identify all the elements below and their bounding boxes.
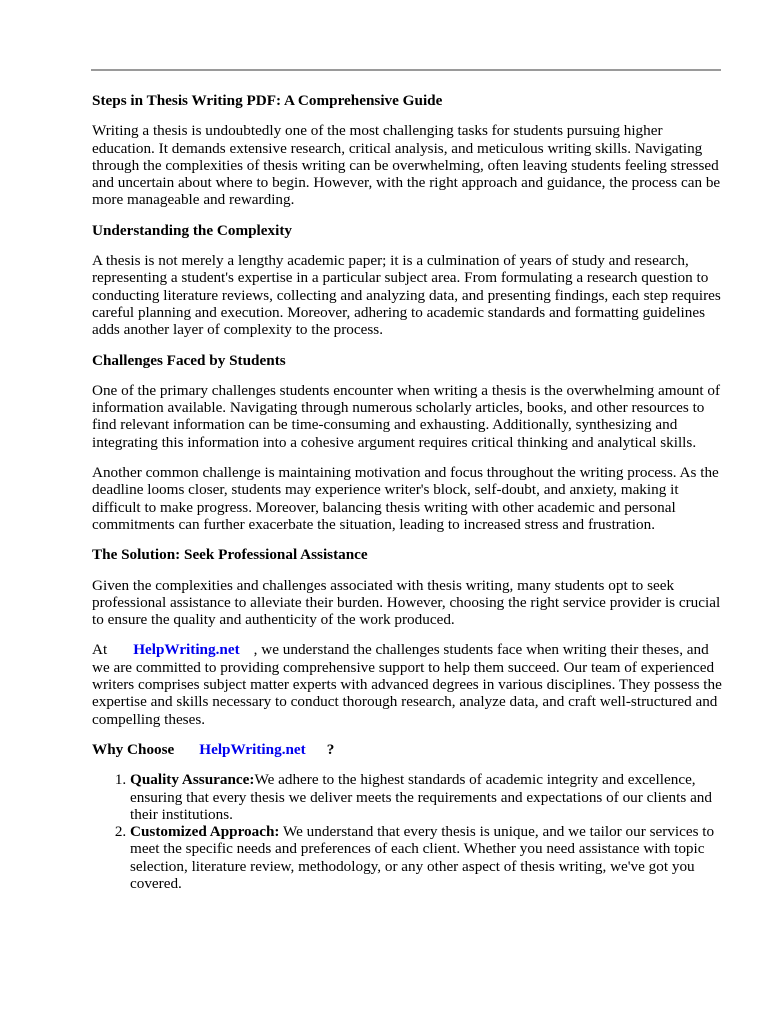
why-choose-suffix: ? <box>326 740 335 758</box>
top-divider <box>91 69 721 71</box>
solution-paragraph-1: Given the complexities and challenges associated with thesis writing, many students opt to seek professional assistance to alleviate their burden. However, choosing the right service provider is crucial to ensure the quality and authenticity of the work produced. <box>92 576 721 629</box>
complexity-paragraph: A thesis is not merely a lengthy academic paper; it is a culmination of years of study and research, representing a student's expertise in a particular subject area. From formulating a research question to conducting literature reviews, collecting and analyzing data, and presenting findings, each step requires careful planning and execution. Moreover, adhering to academic standards and formatting guidelines adds another layer of complexity to the process. <box>92 252 721 339</box>
solution-suffix: , we understand the challenges students face when writing their theses, and we are committed to providing comprehensive support to help them succeed. Our team of experienced writers comprises subject matter experts with advanced degrees in various disciplines. They possess the expertise and skills necessary to conduct thorough research, analyze data, and craft well-structured and compelling theses. <box>92 641 722 728</box>
document-body <box>92 92 728 892</box>
page-title: Steps in Thesis Writing PDF: A Comprehensive Guide <box>92 92 443 109</box>
helpwriting-link[interactable]: HelpWriting.net <box>133 641 240 659</box>
list-item <box>130 823 728 892</box>
section-heading-solution: The Solution: Seek Professional Assistance <box>92 546 368 564</box>
list-item-text: We adhere to the highest standards of academic integrity and excellence, ensuring that every thesis we deliver meets the requirements and expectations of our clients and their institutions. <box>130 771 712 823</box>
list-item-label: Customized Approach: <box>130 823 280 841</box>
list-item-label: Quality Assurance: <box>130 771 255 789</box>
solution-prefix: At <box>92 641 108 659</box>
why-choose-prefix: Why Choose <box>92 740 175 758</box>
section-heading-challenges: Challenges Faced by Students <box>92 351 286 369</box>
challenges-paragraph-1: One of the primary challenges students encounter when writing a thesis is the overwhelming amount of information available. Navigating through numerous scholarly articles, books, and other resources to find relevant information can be time-consuming and exhausting. Additionally, synthesizing and integrating this information into a cohesive argument requires critical thinking and analytical skills. <box>92 381 721 451</box>
intro-paragraph: Writing a thesis is undoubtedly one of the most challenging tasks for students pursuing higher education. It demands extensive research, critical analysis, and meticulous writing skills. Navigating through the complexities of thesis writing can be overwhelming, often leaving students feeling stressed and uncertain about where to begin. However, with the right approach and guidance, the process can be more manageable and rewarding. <box>92 122 721 209</box>
list-item-text: We understand that every thesis is unique, and we tailor our services to meet the specific needs and preferences of each client. Whether you need assistance with topic selection, literature review, methodology, or any other aspect of thesis writing, we've got you covered. <box>130 823 715 892</box>
helpwriting-heading-link[interactable]: HelpWriting.net <box>199 740 306 758</box>
reasons-list <box>92 771 728 892</box>
section-heading-why-choose <box>92 741 728 758</box>
challenges-paragraph-2: Another common challenge is maintaining motivation and focus throughout the writing process. As the deadline looms closer, students may experience writer's block, self-doubt, and anxiety, making it difficult to make progress. Moreover, balancing thesis writing with other academic and personal commitments can further exacerbate the situation, leading to increased stress and frustration. <box>92 464 719 533</box>
section-heading-complexity: Understanding the Complexity <box>92 221 292 239</box>
list-item <box>130 771 728 823</box>
solution-paragraph-2 <box>92 641 728 727</box>
